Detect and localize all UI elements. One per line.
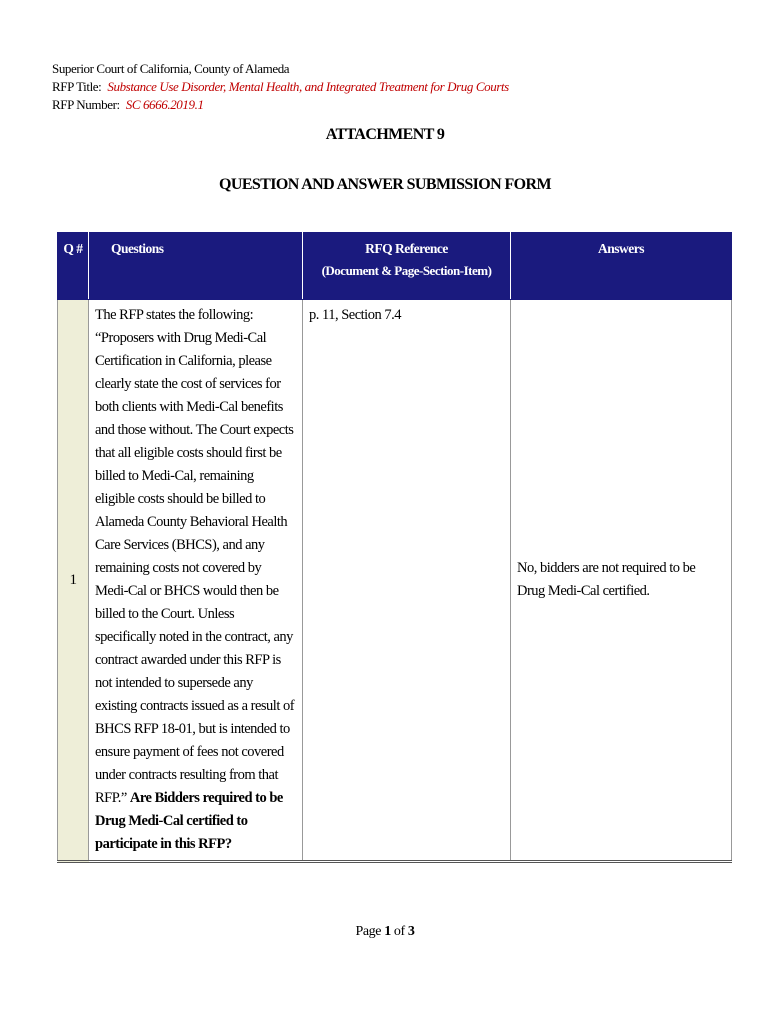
col-header-qnum: Q #	[58, 233, 89, 300]
col-header-answers: Answers	[511, 233, 732, 300]
rfp-number-label: RFP Number:	[52, 97, 120, 112]
col-header-reference	[303, 233, 511, 300]
table-row	[58, 300, 732, 862]
rfp-title-label: RFP Title:	[52, 79, 102, 94]
reference-header-label: RFQ Reference	[365, 241, 448, 256]
page-footer	[0, 924, 770, 940]
of-label: of	[393, 924, 405, 939]
qa-table	[57, 232, 732, 863]
question-bold-text: Are Bidders required to be Drug Medi-Cal certified to participate in this RFP?	[95, 790, 283, 852]
question-cell	[89, 300, 303, 862]
reference-header-sub: (Document & Page-Section-Item)	[321, 263, 492, 278]
document-header	[52, 60, 509, 114]
answer-cell: No, bidders are not required to be Drug Medi-Cal certified.	[511, 300, 732, 862]
attachment-title: ATTACHMENT 9	[325, 126, 445, 143]
col-header-questions: Questions	[89, 233, 303, 300]
rfp-number-line	[52, 96, 509, 114]
table-header-row	[58, 233, 732, 300]
rfp-title-value: Substance Use Disorder, Mental Health, and Integrated Treatment for Drug Courts	[107, 79, 509, 94]
page-label: Page	[355, 924, 382, 939]
reference-cell: p. 11, Section 7.4	[303, 300, 511, 862]
rfp-title-line	[52, 78, 509, 96]
rfp-number-value: SC 6666.2019.1	[125, 97, 204, 112]
page-current: 1	[384, 924, 391, 939]
page-total: 3	[407, 924, 415, 939]
question-text: The RFP states the following: “Proposers with Drug Medi-Cal Certification in California, please clearly state the cost of services for both clients with Medi-Cal benefits and those without. The Court expects that all eligible costs should first be billed to Medi-Cal, remaining eligible costs should be billed to Alameda County Behavioral Health Care Services (BHCS), and any remaining costs not covered by Medi-Cal or BHCS would then be billed to the Court. Unless specifically noted in the contract, any contract awarded under this RFP is not intended to supersede any existing contracts issued as a result of BHCS RFP 18-01, but is intended to ensure payment of fees not covered under contracts resulting from that RFP.”	[95, 307, 295, 806]
question-number: 1	[58, 300, 89, 862]
form-title: QUESTION AND ANSWER SUBMISSION FORM	[219, 176, 551, 193]
court-name: Superior Court of California, County of Alameda	[52, 61, 290, 76]
